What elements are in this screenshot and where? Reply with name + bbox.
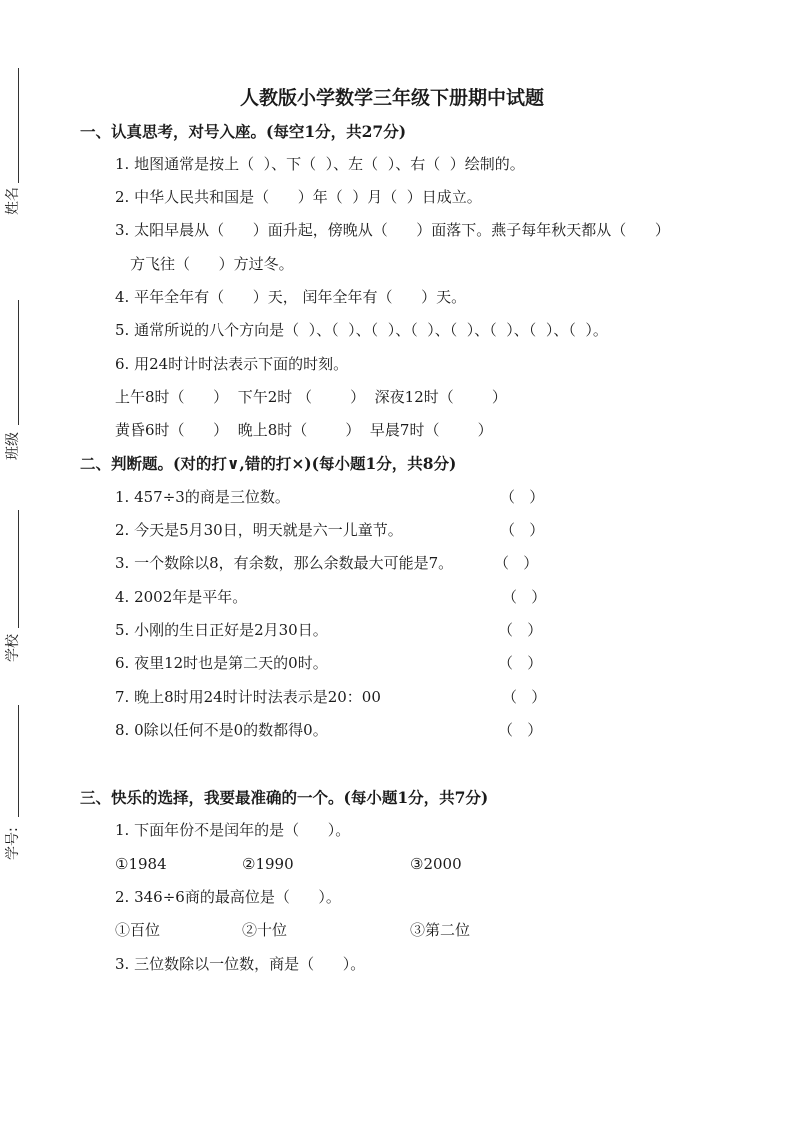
student-id-label: 学号: [5, 827, 21, 860]
s1-question-5: 5. 通常所说的八个方向是（ ）、（ ）、（ ）、（ ）、（ ）、（ ）、（ ）、（ ）。 [115, 321, 608, 339]
section-2-heading: 二、判断题。(对的打∨,错的打×)(每小题1分，共8分) [80, 454, 457, 473]
s2-item-5: 5. 小刚的生日正好是2月30日。 [115, 621, 328, 639]
section-3-heading: 三、快乐的选择，我要最准确的一个。(每小题1分，共7分) [80, 788, 489, 807]
s3-question-2: 2. 346÷6商的最高位是（ ）。 [115, 888, 341, 906]
margin-line-id [18, 705, 19, 817]
s3-q2-option-1: ①百位 [115, 921, 161, 939]
s3-q1-option-3: ③2000 [410, 855, 462, 873]
school-label: 学校 [5, 634, 21, 662]
s2-item-2: 2. 今天是5月30日，明天就是六一儿童节。 [115, 521, 403, 539]
class-label: 班级 [5, 432, 21, 460]
s1-question-1: 1. 地图通常是按上（ ）、下（ ）、左（ ）、右（ ）绘制的。 [115, 155, 525, 173]
s2-item-2-bracket: （ ） [500, 521, 545, 539]
s2-item-6-bracket: （ ） [498, 654, 543, 672]
section-1-heading: 一、认真思考，对号入座。(每空1分，共27分) [80, 122, 407, 141]
margin-line-school [18, 510, 19, 628]
s2-item-4: 4. 2002年是平年。 [115, 588, 248, 606]
s2-item-5-bracket: （ ） [498, 621, 543, 639]
s1-question-6-row2: 黄昏6时（ ） 晚上8时（ ） 早晨7时（ ） [115, 421, 493, 439]
s2-item-8-bracket: （ ） [498, 721, 543, 739]
s1-question-4: 4. 平年全年有（ ）天， 闰年全年有（ ）天。 [115, 288, 467, 306]
s3-q1-option-2: ②1990 [242, 855, 294, 873]
s2-item-3: 3. 一个数除以8，有余数，那么余数最大可能是7。 [115, 554, 454, 572]
name-label: 姓名 [5, 187, 21, 215]
s1-question-2: 2. 中华人民共和国是（ ）年（ ）月（ ）日成立。 [115, 188, 482, 206]
s2-item-1-bracket: （ ） [500, 488, 545, 506]
s1-question-6: 6. 用24时计时法表示下面的时刻。 [115, 355, 349, 373]
s1-question-3-line2: 方飞往（ ）方过冬。 [130, 255, 294, 273]
margin-line-class [18, 300, 19, 425]
s2-item-4-bracket: （ ） [502, 588, 547, 606]
s1-question-3-line1: 3. 太阳早晨从（ ）面升起，傍晚从（ ）面落下。燕子每年秋天都从（ ） [115, 221, 670, 239]
s3-question-1: 1. 下面年份不是闰年的是（ ）。 [115, 821, 351, 839]
s2-item-7: 7. 晚上8时用24时计时法表示是20：00 [115, 688, 381, 706]
margin-line-name [18, 68, 19, 183]
s2-item-7-bracket: （ ） [502, 688, 547, 706]
s2-item-1: 1. 457÷3的商是三位数。 [115, 488, 290, 506]
s3-question-3: 3. 三位数除以一位数，商是（ ）。 [115, 955, 366, 973]
s3-q1-option-1: ①1984 [115, 855, 167, 873]
page-title: 人教版小学数学三年级下册期中试题 [240, 87, 545, 109]
s2-item-8: 8. 0除以任何不是0的数都得0。 [115, 721, 328, 739]
s2-item-6: 6. 夜里12时也是第二天的0时。 [115, 654, 328, 672]
s1-question-6-row1: 上午8时（ ） 下午2时 （ ） 深夜12时（ ） [115, 388, 507, 406]
s3-q2-option-2: ②十位 [242, 921, 288, 939]
s2-item-3-bracket: （ ） [494, 554, 539, 572]
s3-q2-option-3: ③第二位 [410, 921, 471, 939]
